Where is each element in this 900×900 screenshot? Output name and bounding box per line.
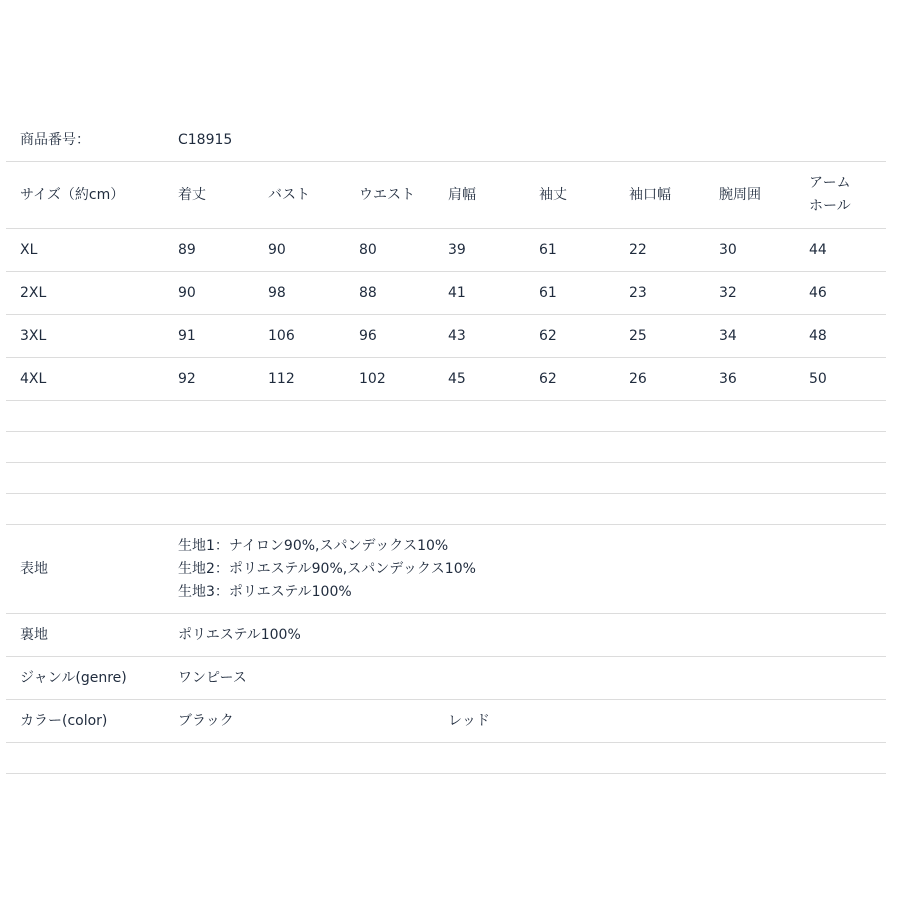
bust-cell: 106 [268, 328, 295, 344]
blank-row [6, 401, 886, 432]
length-cell: 90 [178, 285, 196, 301]
lining-value: ポリエステル100% [178, 627, 301, 643]
color-option-black: ブラック [178, 713, 234, 729]
product-spec-sheet [6, 118, 886, 774]
cuff-width-cell: 22 [629, 242, 647, 258]
size-cell: 4XL [20, 371, 47, 387]
header-armhole [809, 162, 851, 228]
size-cell: 2XL [20, 285, 47, 301]
shoulder-cell: 39 [448, 242, 466, 258]
header-length: 着丈 [178, 187, 206, 203]
color-row [6, 700, 886, 743]
table-row [6, 315, 886, 358]
arm-circumference-cell: 32 [719, 285, 737, 301]
cuff-width-cell: 26 [629, 371, 647, 387]
header-sleeve-length: 袖丈 [539, 187, 567, 203]
outer-fabric-row [6, 525, 886, 614]
armhole-cell: 46 [809, 285, 827, 301]
waist-cell: 80 [359, 242, 377, 258]
waist-cell: 96 [359, 328, 377, 344]
sleeve-length-cell: 61 [539, 242, 557, 258]
bust-cell: 98 [268, 285, 286, 301]
outer-fabric-value [178, 525, 476, 613]
arm-circumference-cell: 36 [719, 371, 737, 387]
blank-row [6, 463, 886, 494]
bust-cell: 90 [268, 242, 286, 258]
genre-value: ワンピース [178, 670, 247, 686]
color-option-red: レッド [448, 713, 490, 729]
armhole-cell: 44 [809, 242, 827, 258]
header-shoulder: 肩幅 [448, 187, 476, 203]
cuff-width-cell: 23 [629, 285, 647, 301]
bust-cell: 112 [268, 371, 295, 387]
fabric-line-2: 生地2：ポリエステル90%,スパンデックス10% [178, 560, 476, 577]
fabric-line-1: 生地1：ナイロン90%,スパンデックス10% [178, 537, 449, 554]
genre-row [6, 657, 886, 700]
header-bust: バスト [268, 187, 310, 203]
product-number-row [6, 118, 886, 162]
cuff-width-cell: 25 [629, 328, 647, 344]
waist-cell: 102 [359, 371, 386, 387]
sleeve-length-cell: 62 [539, 371, 557, 387]
lining-row [6, 614, 886, 657]
shoulder-cell: 43 [448, 328, 466, 344]
size-cell: XL [20, 242, 38, 258]
length-cell: 92 [178, 371, 196, 387]
blank-row [6, 743, 886, 774]
genre-label: ジャンル(genre) [20, 670, 127, 686]
header-armhole-line-2: ホール [809, 198, 851, 214]
armhole-cell: 50 [809, 371, 827, 387]
header-size: サイズ（約cm） [20, 187, 125, 203]
blank-row [6, 494, 886, 525]
shoulder-cell: 45 [448, 371, 466, 387]
sleeve-length-cell: 61 [539, 285, 557, 301]
outer-fabric-label: 表地 [20, 561, 48, 577]
table-row [6, 358, 886, 401]
sleeve-length-cell: 62 [539, 328, 557, 344]
color-label: カラー(color) [20, 713, 108, 729]
armhole-cell: 48 [809, 328, 827, 344]
table-row [6, 229, 886, 272]
length-cell: 89 [178, 242, 196, 258]
size-cell: 3XL [20, 328, 47, 344]
header-cuff-width: 袖口幅 [629, 187, 671, 203]
header-armhole-line-1: アーム [809, 175, 851, 191]
waist-cell: 88 [359, 285, 377, 301]
arm-circumference-cell: 34 [719, 328, 737, 344]
lining-label: 裏地 [20, 627, 48, 643]
arm-circumference-cell: 30 [719, 242, 737, 258]
table-row [6, 272, 886, 315]
length-cell: 91 [178, 328, 196, 344]
product-number-value: C18915 [178, 131, 233, 148]
size-table-header [6, 162, 886, 229]
fabric-line-3: 生地3：ポリエステル100% [178, 583, 352, 600]
shoulder-cell: 41 [448, 285, 466, 301]
header-arm-circumference: 腕周囲 [719, 187, 761, 203]
header-waist: ウエスト [359, 187, 415, 203]
product-number-label: 商品番号： [20, 131, 90, 148]
blank-row [6, 432, 886, 463]
